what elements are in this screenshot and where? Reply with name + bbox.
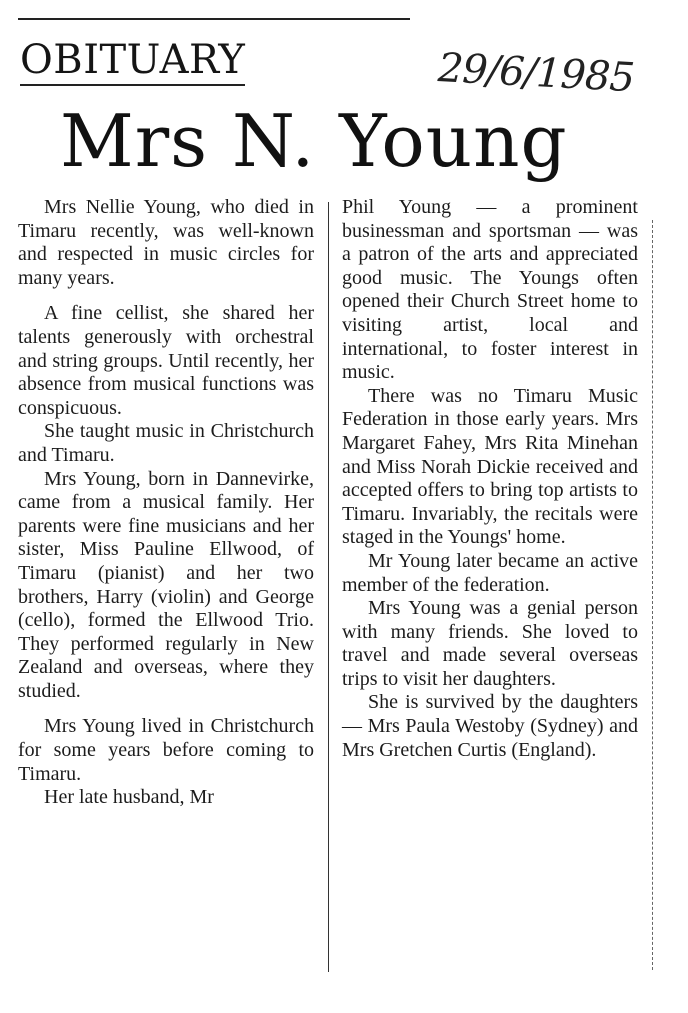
headline: Mrs N. Young: [60, 99, 568, 183]
paragraph: She is survived by the daughters — Mrs Paula Westoby (Sydney) and Mrs Gretchen Curtis (England).: [342, 691, 638, 761]
top-rule: [18, 18, 410, 20]
paragraph: Mrs Young was a genial person with many friends. She loved to travel and made several overseas trips to visit her daughters.: [342, 597, 638, 690]
paragraph: Her late husband, Mr: [44, 786, 214, 809]
clipping-edge-mark: [652, 220, 654, 970]
paragraph: A fine cellist, she shared her talents generously with orchestral and string groups. Until recently, her absence from musical functions was conspicuous.: [18, 302, 314, 419]
section-heading: OBITUARY: [20, 38, 245, 86]
column-divider: [328, 202, 329, 972]
paragraph: Mrs Young, born in Dannevirke, came from a musical family. Her parents were fine musicians and her sister, Miss Pauline Ellwood, of Timaru (pianist) and her two brothers, Harry (violin) and George (cello), formed the Ellwood Trio. They performed regularly in New Zealand and overseas, where they studied.: [18, 467, 314, 702]
right-column: [342, 196, 638, 762]
paragraph: Mrs Nellie Young, who died in Timaru recently, was well-known and respected in music circles for many years.: [18, 196, 314, 289]
handwritten-date: 29/6/1985: [436, 45, 636, 102]
paragraph: Mr Young later became an active member of the federation.: [342, 549, 638, 596]
paragraph: Mrs Young lived in Christchurch for some years before coming to Timaru.: [18, 715, 314, 785]
paragraph: There was no Timaru Music Federation in those early years. Mrs Margaret Fahey, Mrs Rita Minehan and Miss Norah Dickie received and accepted offers to bring top artists to Timaru. Invariably, the recitals were staged in the Youngs' home.: [342, 384, 638, 549]
paragraph: She taught music in Christchurch and Timaru.: [18, 420, 314, 466]
paragraph: Phil Young — a prominent businessman and sportsman — was a patron of the arts and appreciated good music. The Youngs often opened their Church Street home to visiting artist, local and international, to foster interest in music.: [342, 196, 638, 384]
left-column: [18, 196, 314, 810]
